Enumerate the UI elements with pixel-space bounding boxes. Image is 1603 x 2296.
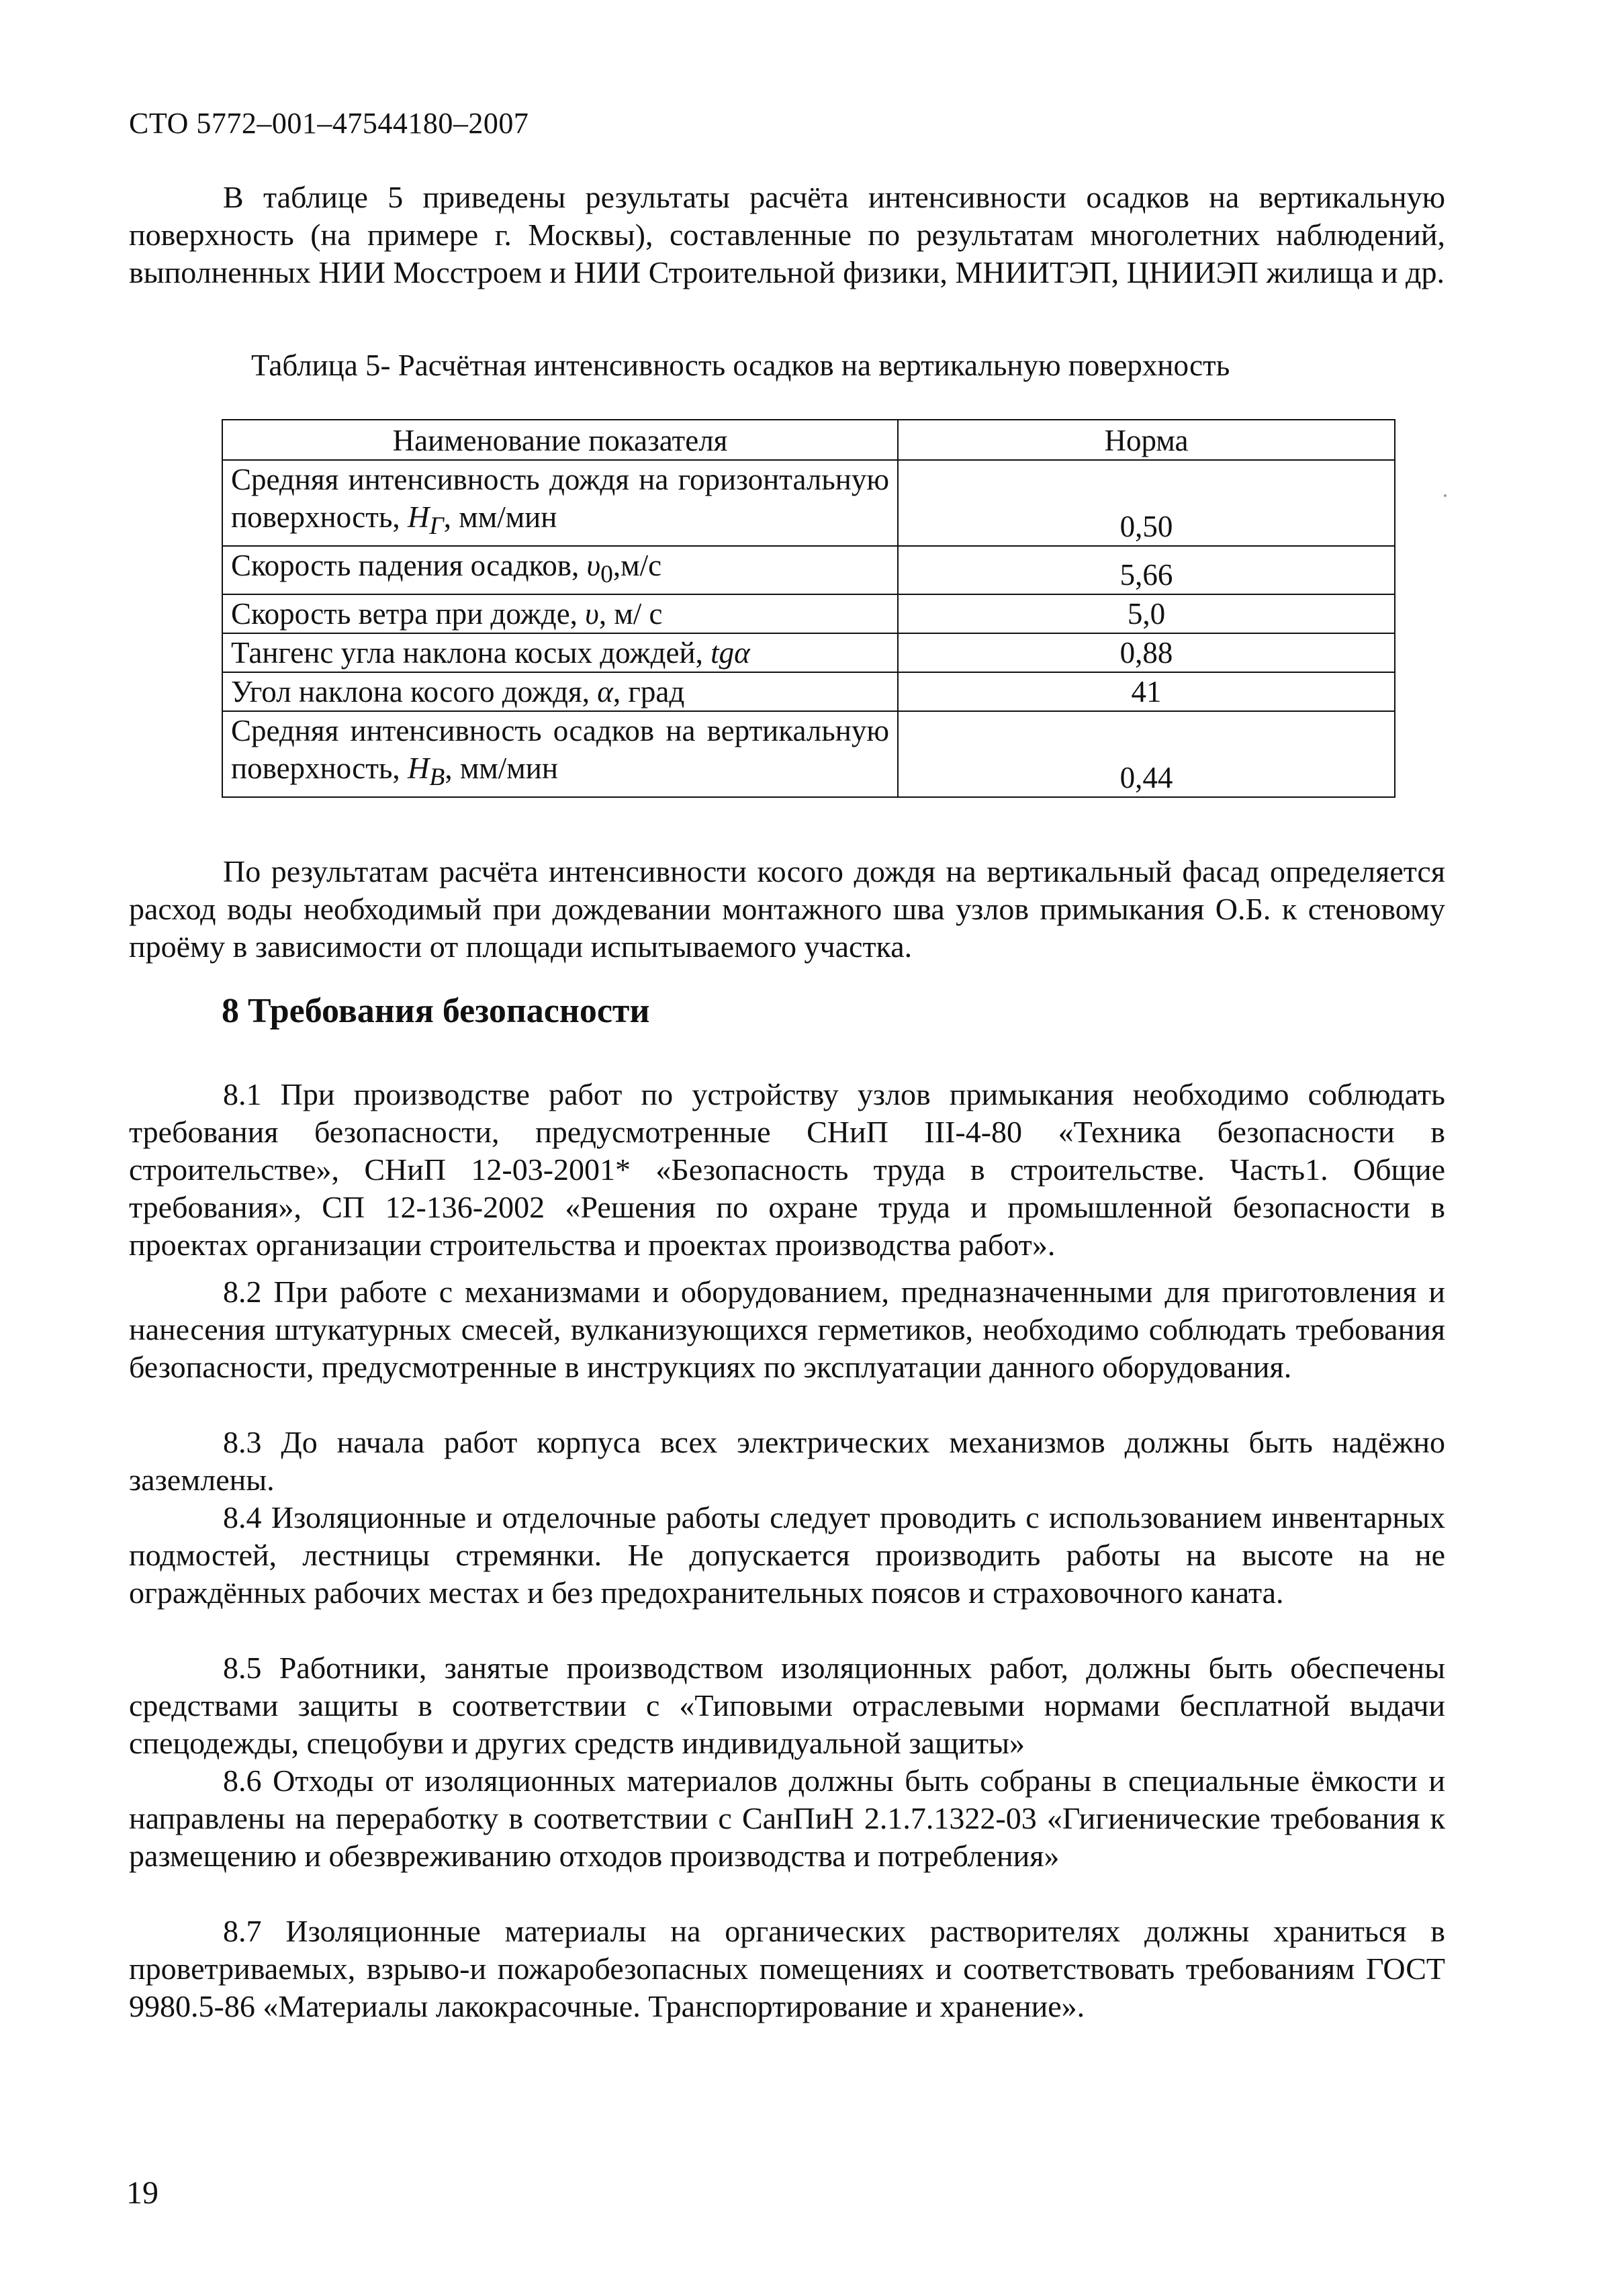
table-row — [222, 711, 1395, 797]
symbol-subscript: Г — [429, 512, 444, 540]
section-item-text: 8.1 При производстве работ по устройству узлов примыкания необходимо соблюдать требования безопасности, предусмотренные СНиП III-4-80 «Техника безопасности в строительстве», СНиП 12-03-2001* «Безопасность труда в строительстве. Часть1. Общие требования», СП 12-136-2002 «Решения по охране труда и промышленной безопасности в проектах организации строительства и проектах производства работ». — [129, 1077, 1445, 1262]
section-item-text: 8.3 До начала работ корпуса всех электрических механизмов должны быть надёжно заземлены. — [129, 1425, 1445, 1497]
table-row — [222, 594, 1395, 633]
table-row — [222, 633, 1395, 672]
row-label — [222, 672, 898, 711]
page-number: 19 — [126, 2175, 158, 2211]
precipitation-table — [222, 419, 1395, 798]
row-value: 5,66 — [898, 546, 1395, 594]
intro-paragraph — [129, 179, 1445, 291]
section-item-8-3 — [129, 1424, 1445, 1499]
symbol: tgα — [711, 636, 750, 670]
row-label — [222, 546, 898, 594]
row-label — [222, 633, 898, 672]
row-label — [222, 711, 898, 797]
symbol: Н — [407, 751, 430, 785]
section-item-8-1 — [129, 1076, 1445, 1264]
document-code-header: СТО 5772–001–47544180–2007 — [129, 107, 529, 140]
section-item-8-2 — [129, 1273, 1445, 1386]
unit: , мм/мин — [445, 751, 558, 785]
column-header-norm: Норма — [898, 420, 1395, 460]
row-label-text: Угол наклона косого дождя, — [231, 675, 590, 708]
section-item-text: 8.5 Работники, занятые производством изоляционных работ, должны быть обеспечены средствами защиты в соответствии с «Типовыми отраслевыми нормами бесплатной выдачи спецодежды, спецобуви и других средств индивидуальной защиты» — [129, 1651, 1445, 1760]
symbol: Н — [407, 500, 430, 534]
section-item-text: 8.6 Отходы от изоляционных материалов должны быть собраны в специальные ёмкости и направлены на переработку в соответствии с СанПиН 2.1.7.1322-03 «Гигиенические требования к размещению и обезвреживанию отходов производства и потребления» — [129, 1763, 1445, 1873]
result-text: По результатам расчёта интенсивности косого дождя на вертикальный фасад определяется расход воды необходимый при дождевании монтажного шва узлов примыкания О.Б. к стеновому проёму в зависимости от площади испытываемого участка. — [129, 854, 1445, 964]
section-item-8-6 — [129, 1762, 1445, 1875]
row-label-text: Тангенс угла наклона косых дождей, — [231, 636, 703, 670]
scan-speck — [1444, 494, 1447, 497]
column-header-name: Наименование показателя — [222, 420, 898, 460]
symbol: υ — [585, 597, 599, 631]
section-item-8-7 — [129, 1913, 1445, 2025]
section-item-text: 8.7 Изоляционные материалы на органических растворителях должны храниться в проветриваемых, взрыво-и пожаробезопасных помещениях и соответствовать требованиям ГОСТ 9980.5-86 «Материалы лакокрасочные. Транспортирование и хранение». — [129, 1914, 1445, 2023]
table-caption: Таблица 5- Расчётная интенсивность осадков на вертикальную поверхность — [251, 349, 1230, 382]
table-row — [222, 672, 1395, 711]
row-label-text: Скорость падения осадков, — [231, 549, 580, 582]
section-item-8-5 — [129, 1649, 1445, 1762]
section-item-8-4 — [129, 1499, 1445, 1612]
symbol-subscript: В — [429, 764, 445, 791]
unit: , град — [612, 675, 685, 708]
unit: , мм/мин — [443, 500, 557, 534]
intro-text: В таблице 5 приведены результаты расчёта интенсивности осадков на вертикальную поверхность (на примере г. Москвы), составленные по результатам многолетних наблюдений, выполненных НИИ Мосстроем и НИИ Строительной физики, МНИИТЭП, ЦНИИЭП жилища и др. — [129, 180, 1445, 289]
symbol-subscript: 0 — [600, 561, 613, 588]
row-value: 0,88 — [898, 633, 1395, 672]
row-label — [222, 594, 898, 633]
symbol: α — [597, 675, 613, 708]
table-row — [222, 546, 1395, 594]
result-paragraph — [129, 853, 1445, 966]
row-label-text: Средняя интенсивность осадков на вертикальную поверхность, — [231, 714, 889, 785]
section-item-text: 8.2 При работе с механизмами и оборудованием, предназначенными для приготовления и нанесения штукатурных смесей, вулканизующихся герметиков, необходимо соблюдать требования безопасности, предусмотренные в инструкциях по эксплуатации данного оборудования. — [129, 1275, 1445, 1384]
table-row — [222, 460, 1395, 546]
symbol: υ — [586, 549, 601, 582]
row-value: 41 — [898, 672, 1395, 711]
row-value: 5,0 — [898, 594, 1395, 633]
row-label-text: Скорость ветра при дожде, — [231, 597, 578, 631]
row-label — [222, 460, 898, 546]
row-label-text: Средняя интенсивность дождя на горизонтальную поверхность, — [231, 463, 889, 534]
unit: , м/ с — [598, 597, 663, 631]
table-header-row — [222, 420, 1395, 460]
row-value: 0,44 — [898, 711, 1395, 797]
unit: ,м/с — [612, 549, 662, 582]
row-value: 0,50 — [898, 460, 1395, 546]
section-title: 8 Требования безопасности — [222, 992, 650, 1030]
section-item-text: 8.4 Изоляционные и отделочные работы следует проводить с использованием инвентарных подмостей, лестницы стремянки. Не допускается производить работы на высоте на не ограждённых рабочих местах и без предохранительных поясов и страховочного каната. — [129, 1500, 1445, 1610]
